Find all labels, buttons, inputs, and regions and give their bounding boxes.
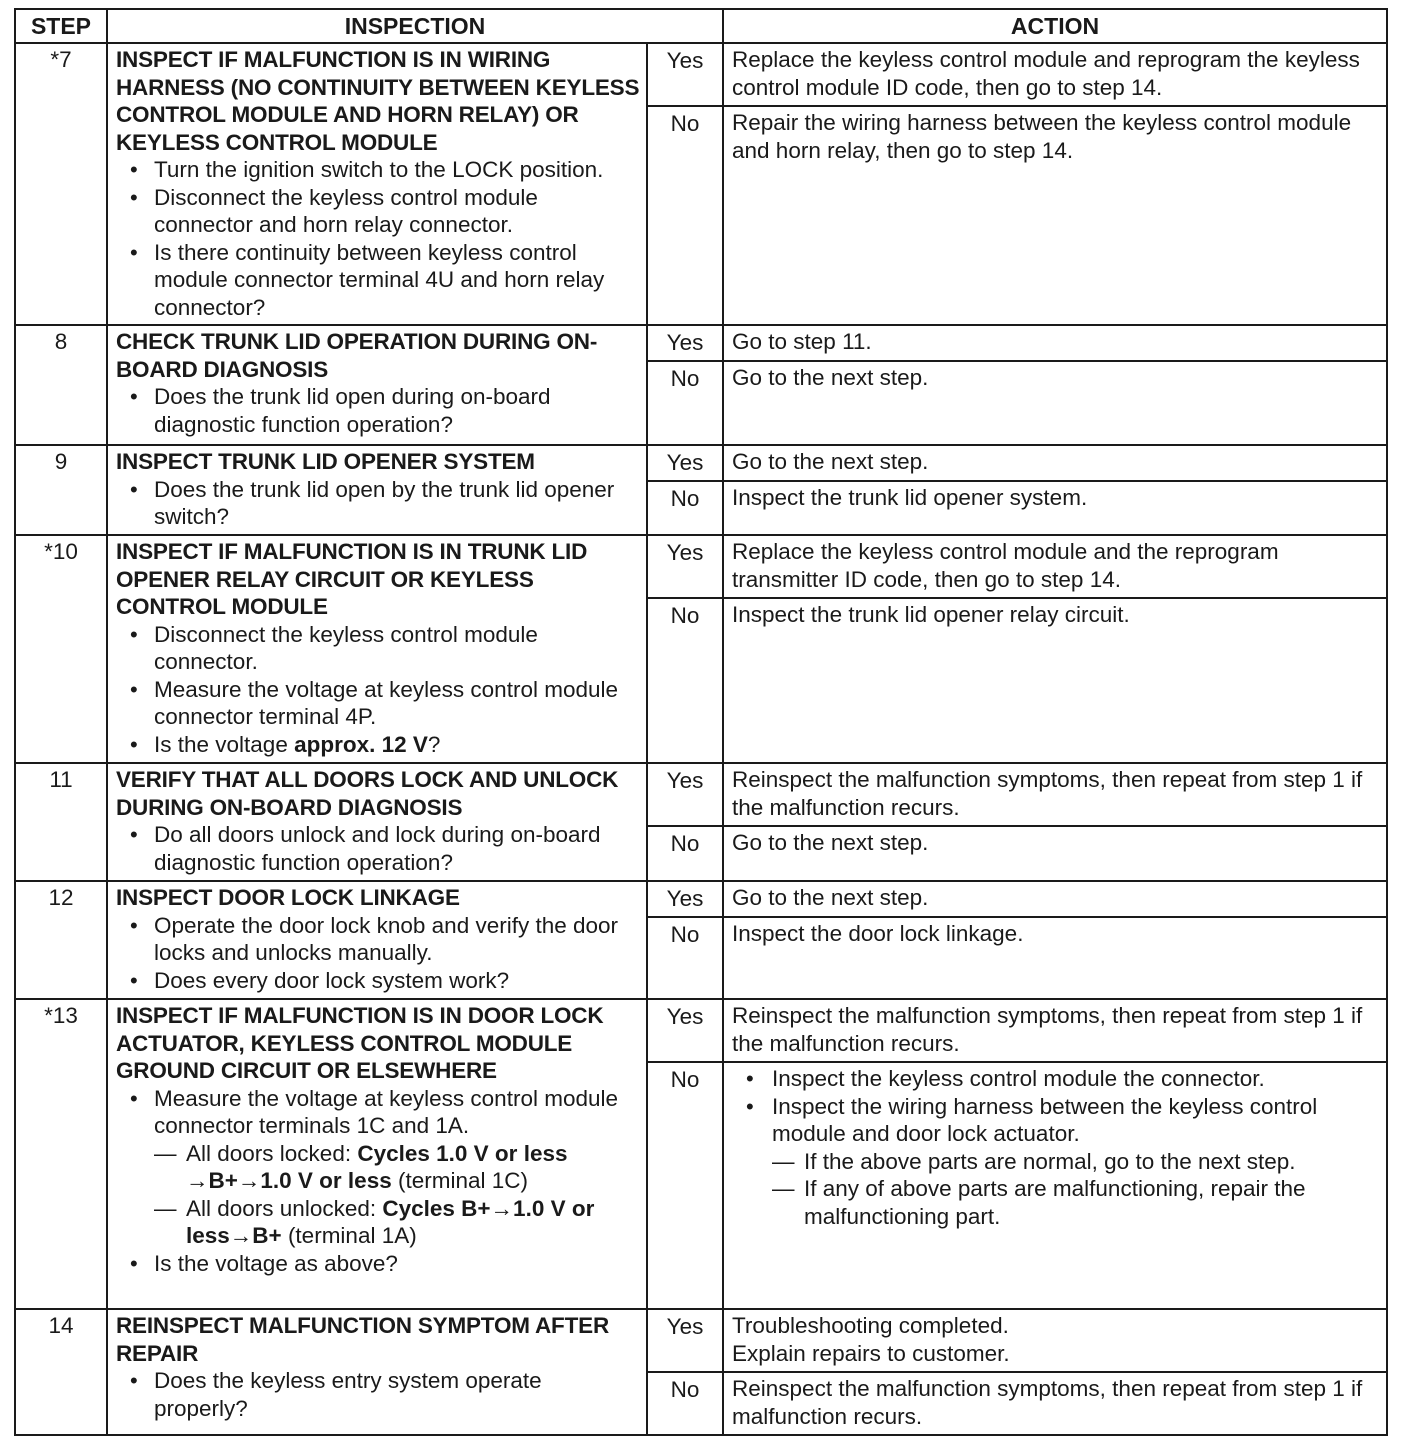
step-14-yes-row [15,1309,1387,1372]
action-bullets [732,1065,1380,1148]
no-action [723,1062,1387,1309]
inspection-bullets [116,1367,640,1422]
inspection-bullet: • Does every door lock system work? [116,967,640,995]
yes-label: Yes [647,445,723,481]
step-number: *7 [15,43,107,325]
step-13-inspection [107,999,647,1309]
dash-bold-value: Cycles 1.0 V or less →B+→1.0 V or less [186,1140,568,1193]
dash-text: All doors locked: [186,1140,358,1166]
yes-label: Yes [647,999,723,1062]
action-line: Troubleshooting completed. [732,1313,1009,1338]
yes-action: Replace the keyless control module and the reprogram transmitter ID code, then go to step 14. [723,535,1387,598]
bullet-text: Measure the voltage at keyless control module connector terminals 1C and 1A. [154,1085,618,1138]
inspection-bullet: • Does the trunk lid open by the trunk lid opener switch? [116,476,640,531]
inspection-title: REINSPECT MALFUNCTION SYMPTOM AFTER REPAIR [116,1313,609,1366]
yes-label: Yes [647,881,723,917]
step-8-yes-row [15,325,1387,361]
dash-text: If any of above parts are malfunctioning, repair the malfunctioning part. [804,1176,1306,1229]
no-label: No [647,917,723,1000]
inspection-bullet: • Turn the ignition switch to the LOCK position. [116,156,640,184]
inspection-title: INSPECT TRUNK LID OPENER SYSTEM [116,449,535,474]
step-number: 14 [15,1309,107,1435]
no-label: No [647,1372,723,1435]
inspection-bullets [116,383,640,438]
no-action: Inspect the door lock linkage. [723,917,1387,1000]
dash-bold-value: Cycles B+→1.0 V or less→B+ [186,1195,595,1248]
yes-label: Yes [647,325,723,361]
inspection-bullet [116,731,640,759]
yes-action: Reinspect the malfunction symptoms, then repeat from step 1 if the malfunction recurs. [723,999,1387,1062]
no-label: No [647,481,723,536]
dash-item: — All doors unlocked: Cycles B+→1.0 V or less→B+ (terminal 1A) [154,1195,595,1248]
inspection-title: INSPECT IF MALFUNCTION IS IN WIRING HARNESS (NO CONTINUITY BETWEEN KEYLESS CONTROL MODULE AND HORN RELAY) OR KEYLESS CONTROL MODULE [116,47,640,155]
inspection-title: CHECK TRUNK LID OPERATION DURING ON-BOARD DIAGNOSIS [116,329,598,382]
inspection-bullet: • Is the voltage as above? [116,1250,640,1278]
inspection-bullet [116,1085,640,1140]
no-action: Repair the wiring harness between the keyless control module and horn relay, then go to step 14. [723,106,1387,325]
header-row [15,9,1387,43]
inspection-title: INSPECT DOOR LOCK LINKAGE [116,885,460,910]
step-11-yes-row [15,763,1387,826]
inspection-title: VERIFY THAT ALL DOORS LOCK AND UNLOCK DURING ON-BOARD DIAGNOSIS [116,767,619,820]
step-7-yes-row [15,43,1387,106]
step-number: *13 [15,999,107,1309]
action-dash-item: — If any of above parts are malfunctioning, repair the malfunctioning part. [772,1176,1306,1229]
inspection-bullet: • Do all doors unlock and lock during on-board diagnostic function operation? [116,821,640,876]
no-action: Reinspect the malfunction symptoms, then repeat from step 1 if malfunction recurs. [723,1372,1387,1435]
inspection-bullet: • Disconnect the keyless control module connector. [116,621,640,676]
inspection-bullet: • Disconnect the keyless control module connector and horn relay connector. [116,184,640,239]
step-12-yes-row [15,881,1387,917]
action-bullet: • Inspect the wiring harness between the keyless control module and door lock actuator. [732,1093,1380,1148]
yes-action: Replace the keyless control module and reprogram the keyless control module ID code, then go to step 14. [723,43,1387,106]
header-step: STEP [15,9,107,43]
action-bullet: • Inspect the keyless control module the connector. [732,1065,1380,1093]
inspection-bullet: • Measure the voltage at keyless control module connector terminal 4P. [116,676,640,731]
inspection-bullet: • Operate the door lock knob and verify the door locks and unlocks manually. [116,912,640,967]
yes-label: Yes [647,763,723,826]
step-11-inspection [107,763,647,881]
dash-text: (terminal 1A) [281,1223,417,1248]
inspection-bullet: • Is there continuity between keyless control module connector terminal 4U and horn relay connector? [116,239,640,322]
bullet-text: ? [427,731,441,757]
inspection-bullets [116,476,640,531]
step-7-inspection [107,43,647,325]
inspection-bullets [116,1085,640,1140]
step-13-yes-row [15,999,1387,1062]
action-dash-item: — If the above parts are normal, go to the next step. [772,1148,1296,1174]
yes-label: Yes [647,1309,723,1372]
header-action: ACTION [723,9,1387,43]
inspection-bullets [116,1250,640,1278]
step-10-yes-row [15,535,1387,598]
step-number: 12 [15,881,107,999]
inspection-bullets [116,912,640,995]
inspection-bullet: • Does the keyless entry system operate properly? [116,1367,640,1422]
no-action: Go to the next step. [723,826,1387,881]
yes-label: Yes [647,535,723,598]
no-action: Go to the next step. [723,361,1387,446]
no-label: No [647,1062,723,1309]
yes-action: Reinspect the malfunction symptoms, then repeat from step 1 if the malfunction recurs. [723,763,1387,826]
troubleshooting-table-sheet [14,8,1386,1436]
yes-action: Go to the next step. [723,445,1387,481]
inspection-bullet: • Does the trunk lid open during on-board diagnostic function operation? [116,383,640,438]
step-12-inspection [107,881,647,999]
inspection-bullets [116,621,640,759]
yes-action [723,1309,1387,1372]
step-10-inspection [107,535,647,763]
no-label: No [647,361,723,446]
action-line: Explain repairs to customer. [732,1340,1010,1366]
dash-text: (terminal 1C) [391,1168,529,1193]
inspection-bullets [116,821,640,876]
no-label: No [647,826,723,881]
header-inspection: INSPECTION [107,9,723,43]
step-number: 8 [15,325,107,445]
no-action: Inspect the trunk lid opener system. [723,481,1387,536]
inspection-bullets [116,156,640,321]
step-8-inspection [107,325,647,445]
inspection-title: INSPECT IF MALFUNCTION IS IN TRUNK LID OPENER RELAY CIRCUIT OR KEYLESS CONTROL MODULE [116,539,588,619]
yes-label: Yes [647,43,723,106]
yes-action: Go to the next step. [723,881,1387,917]
dash-item: — All doors locked: Cycles 1.0 V or less →B+→1.0 V or less (terminal 1C) [154,1140,568,1193]
step-9-yes-row [15,445,1387,481]
inspection-title: INSPECT IF MALFUNCTION IS IN DOOR LOCK ACTUATOR, KEYLESS CONTROL MODULE GROUND CIRCUIT OR ELSEWHERE [116,1003,604,1083]
bullet-bold-value: approx. 12 V [294,731,428,757]
step-number: 9 [15,445,107,535]
dash-text: If the above parts are normal, go to the next step. [804,1148,1296,1174]
troubleshooting-table [14,8,1388,1436]
yes-action: Go to step 11. [723,325,1387,361]
step-number: 11 [15,763,107,881]
no-action: Inspect the trunk lid opener relay circuit. [723,598,1387,763]
bullet-text: Is the voltage [154,731,295,757]
step-number: *10 [15,535,107,763]
no-label: No [647,598,723,763]
no-label: No [647,106,723,325]
dash-text: All doors unlocked: [186,1195,383,1221]
step-9-inspection [107,445,647,535]
step-14-inspection [107,1309,647,1435]
